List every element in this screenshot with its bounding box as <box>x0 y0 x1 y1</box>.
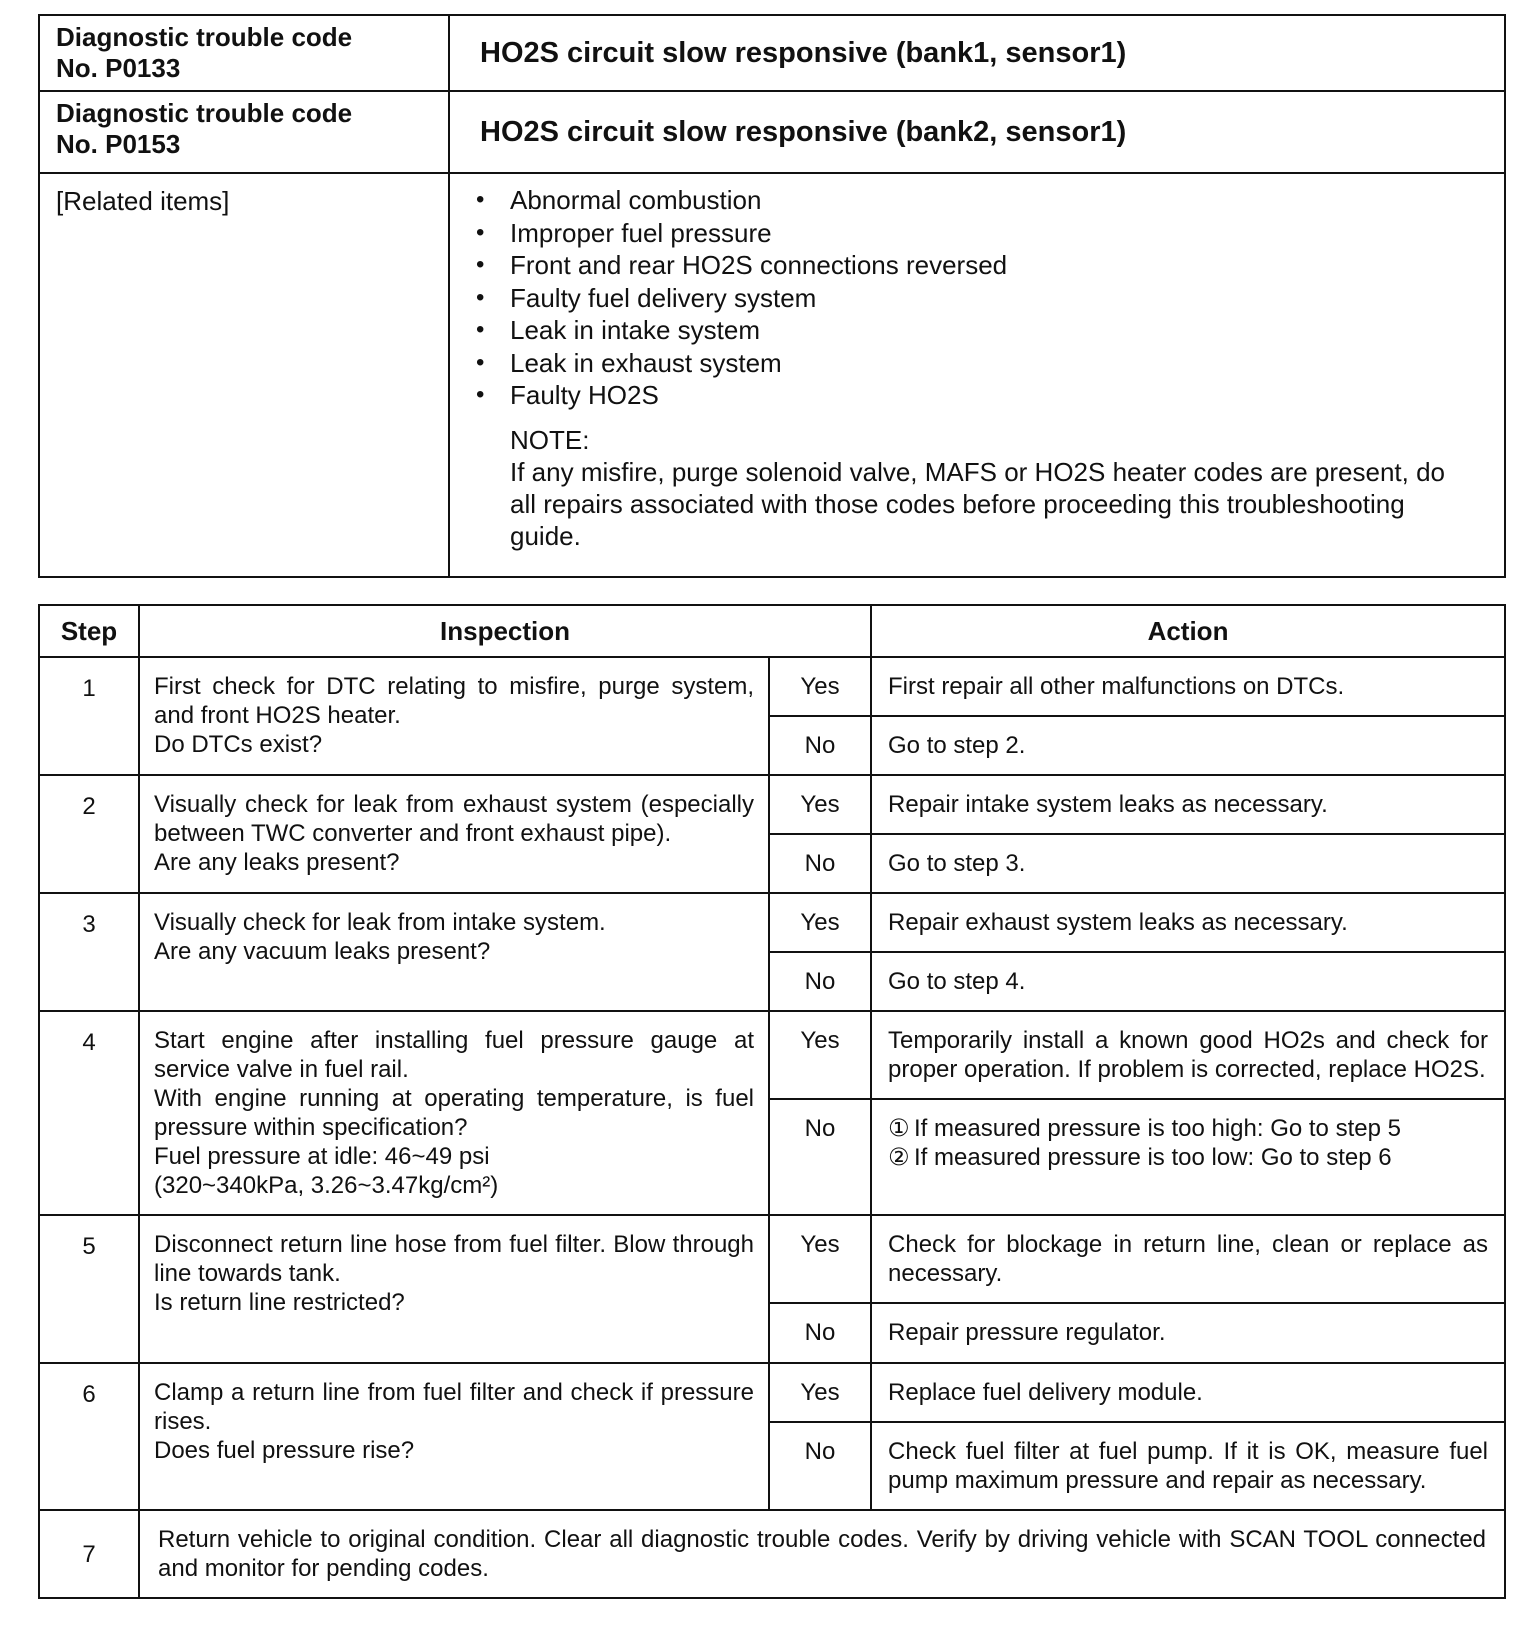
dtc-label-line1: Diagnostic trouble code <box>56 98 353 128</box>
list-item: • Faulty HO2S <box>510 379 1474 412</box>
dtc-row-p0133 <box>39 15 1505 91</box>
no-action: Repair pressure regulator. <box>871 1303 1505 1363</box>
list-item: • Leak in intake system <box>510 314 1474 347</box>
list-item: • Leak in exhaust system <box>510 347 1474 380</box>
step-number: 1 <box>39 657 139 775</box>
list-item: • Abnormal combustion <box>510 184 1474 217</box>
list-item: • Faulty fuel delivery system <box>510 282 1474 315</box>
inspection-cell <box>139 893 769 1011</box>
inspection-question: Do DTCs exist? <box>154 731 323 758</box>
table-row <box>39 1011 1505 1099</box>
note-heading: NOTE: <box>510 424 590 455</box>
table-row <box>39 1363 1505 1422</box>
yes-action: Replace fuel delivery module. <box>871 1363 1505 1422</box>
inspection-question: Does fuel pressure rise? <box>154 1437 415 1464</box>
related-items-label: [Related items] <box>39 173 449 577</box>
related-items-list <box>510 184 1474 412</box>
note-text: If any misfire, purge solenoid valve, MAFS or HO2S heater codes are present, do all repairs associated with those codes before proceeding this troubleshooting guide. <box>510 456 1446 551</box>
dtc-title: HO2S circuit slow responsive (bank1, sensor1) <box>449 15 1505 91</box>
inspection-text: Clamp a return line from fuel filter and check if pressure rises. <box>154 1379 754 1435</box>
list-item: • Front and rear HO2S connections reversed <box>510 249 1474 282</box>
inspection-question: Are any vacuum leaks present? <box>154 938 491 965</box>
step-number: 6 <box>39 1363 139 1510</box>
no-label: No <box>769 1099 871 1215</box>
no-action: Go to step 3. <box>871 834 1505 893</box>
yes-label: Yes <box>769 1011 871 1099</box>
yes-action: Check for blockage in return line, clean or replace as necessary. <box>871 1215 1505 1303</box>
step-header: Step <box>39 605 139 657</box>
inspection-cell <box>139 657 769 775</box>
inspection-question: Is return line restricted? <box>154 1289 405 1316</box>
final-step-text: Return vehicle to original condition. Clear all diagnostic trouble codes. Verify by driving vehicle with SCAN TOOL connected and monitor for pending codes. <box>139 1510 1505 1598</box>
dtc-code: No. P0153 <box>56 129 181 159</box>
step-number: 7 <box>39 1510 139 1598</box>
step-number: 3 <box>39 893 139 1011</box>
inspection-cell <box>139 1215 769 1363</box>
inspection-cell <box>139 775 769 893</box>
inspection-text: Visually check for leak from exhaust system (especially between TWC converter and front exhaust pipe). <box>154 791 754 847</box>
no-action: Go to step 2. <box>871 716 1505 775</box>
no-action-item <box>888 1114 1488 1143</box>
step-number: 2 <box>39 775 139 893</box>
no-action-text: If measured pressure is too low: Go to step 6 <box>914 1144 1392 1171</box>
list-item: • Improper fuel pressure <box>510 217 1474 250</box>
dtc-header-table <box>38 14 1506 578</box>
yes-label: Yes <box>769 1363 871 1422</box>
no-action-text: If measured pressure is too high: Go to step 5 <box>914 1115 1401 1142</box>
fuel-pressure-spec-metric: (320~340kPa, 3.26~3.47kg/cm²) <box>154 1172 499 1199</box>
table-row <box>39 775 1505 834</box>
dtc-label-line1: Diagnostic trouble code <box>56 22 353 52</box>
circled-two-marker: ② <box>888 1144 910 1171</box>
no-action-item <box>888 1143 1488 1172</box>
no-action: Go to step 4. <box>871 952 1505 1011</box>
inspection-header: Inspection <box>139 605 871 657</box>
inspection-text: Start engine after installing fuel pressure gauge at service valve in fuel rail. <box>154 1027 754 1083</box>
yes-action: Temporarily install a known good HO2s and check for proper operation. If problem is corrected, replace HO2S. <box>871 1011 1505 1099</box>
yes-action: Repair intake system leaks as necessary. <box>871 775 1505 834</box>
inspection-text: Disconnect return line hose from fuel filter. Blow through line towards tank. <box>154 1231 754 1287</box>
table-row <box>39 893 1505 952</box>
no-label: No <box>769 952 871 1011</box>
yes-label: Yes <box>769 1215 871 1303</box>
step-number: 4 <box>39 1011 139 1215</box>
dtc-label-cell <box>39 15 449 91</box>
no-action <box>871 1099 1505 1215</box>
inspection-text: Visually check for leak from intake system. <box>154 909 606 936</box>
no-label: No <box>769 834 871 893</box>
no-label: No <box>769 1303 871 1363</box>
troubleshooting-steps-table <box>38 604 1506 1599</box>
circled-one-marker: ① <box>888 1115 910 1142</box>
fuel-pressure-spec: Fuel pressure at idle: 46~49 psi <box>154 1143 490 1170</box>
table-row <box>39 1510 1505 1598</box>
dtc-title: HO2S circuit slow responsive (bank2, sensor1) <box>449 91 1505 173</box>
yes-label: Yes <box>769 893 871 952</box>
no-label: No <box>769 716 871 775</box>
dtc-row-p0153 <box>39 91 1505 173</box>
inspection-question: With engine running at operating temperature, is fuel pressure within specification? <box>154 1085 754 1141</box>
yes-action: Repair exhaust system leaks as necessary. <box>871 893 1505 952</box>
inspection-text: First check for DTC relating to misfire, purge system, and front HO2S heater. <box>154 673 754 729</box>
yes-label: Yes <box>769 775 871 834</box>
inspection-cell <box>139 1011 769 1215</box>
dtc-label-cell <box>39 91 449 173</box>
yes-action: First repair all other malfunctions on DTCs. <box>871 657 1505 716</box>
inspection-cell <box>139 1363 769 1510</box>
inspection-question: Are any leaks present? <box>154 849 400 876</box>
dtc-code: No. P0133 <box>56 53 181 83</box>
no-action: Check fuel filter at fuel pump. If it is OK, measure fuel pump maximum pressure and repair as necessary. <box>871 1422 1505 1510</box>
table-row <box>39 1215 1505 1303</box>
no-label: No <box>769 1422 871 1510</box>
related-items-cell <box>449 173 1505 577</box>
step-number: 5 <box>39 1215 139 1363</box>
table-row <box>39 657 1505 716</box>
related-items-row <box>39 173 1505 577</box>
yes-label: Yes <box>769 657 871 716</box>
steps-header-row <box>39 605 1505 657</box>
action-header: Action <box>871 605 1505 657</box>
